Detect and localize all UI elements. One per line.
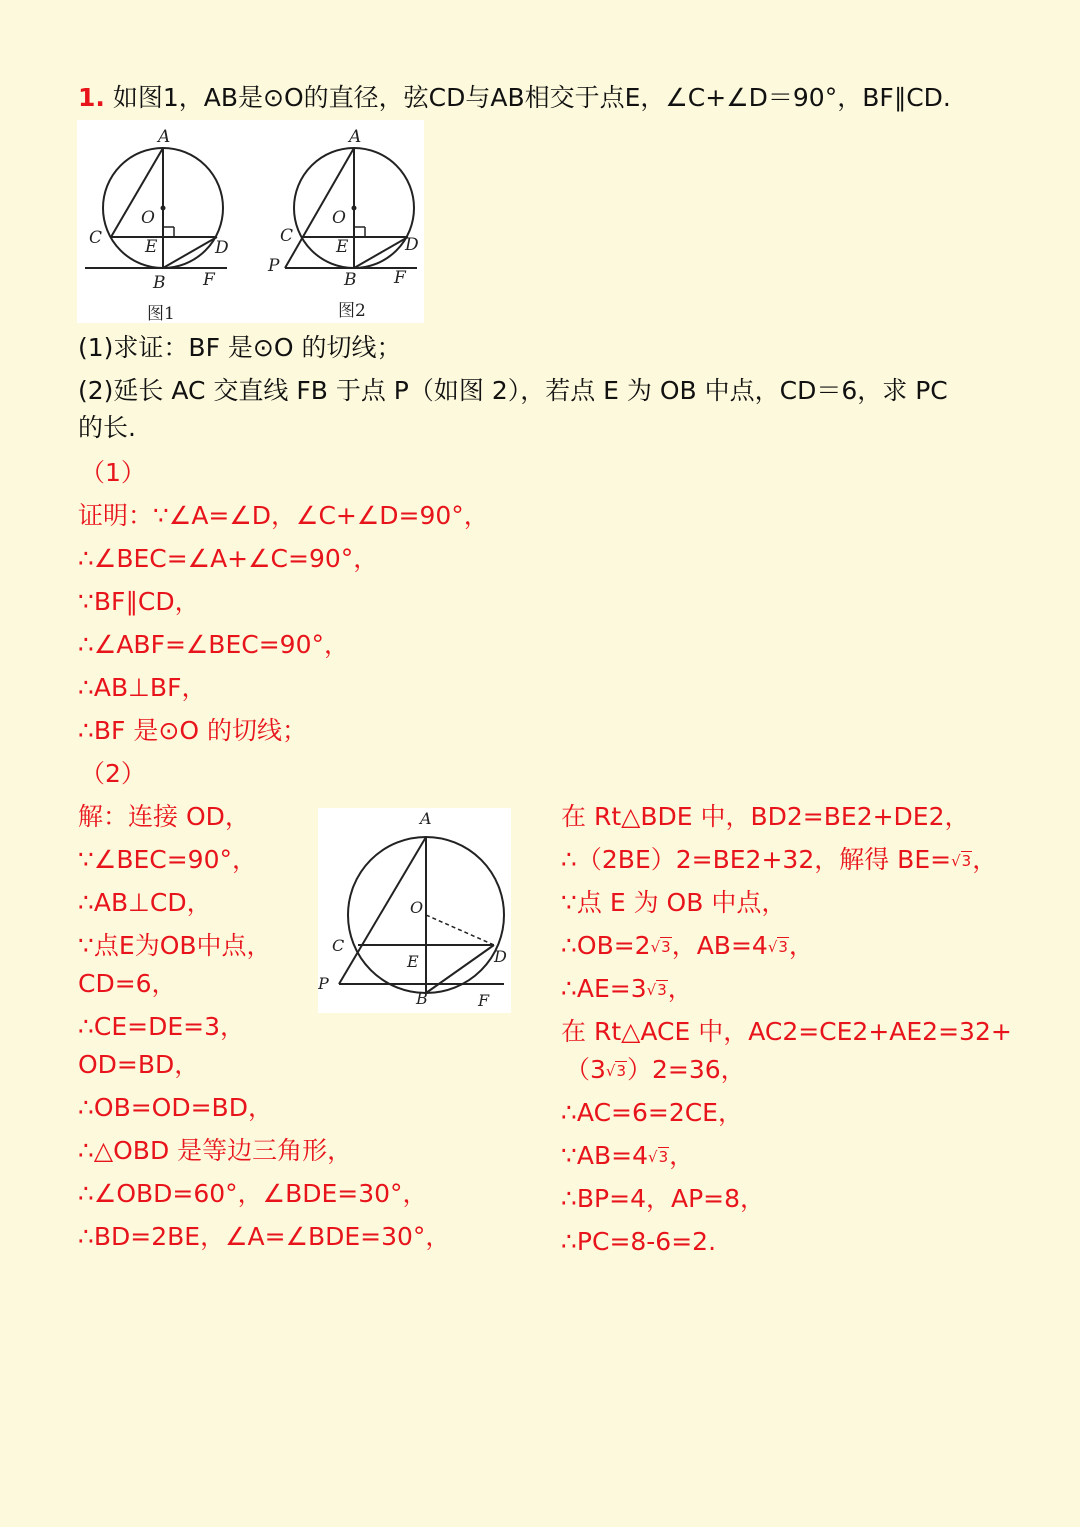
right-4-a: ∴OB=2 xyxy=(561,931,651,960)
sqrt-3: √3 xyxy=(646,981,667,999)
fig2-label-F: F xyxy=(394,268,406,288)
right-5-a: ∴AE=3 xyxy=(561,974,647,1003)
fig3-label-A: A xyxy=(420,809,432,828)
solution2-right-8: ∴AC=6=2CE， xyxy=(561,1098,743,1127)
fig3-label-P: P xyxy=(318,974,329,993)
fig3-label-D: D xyxy=(494,947,507,966)
solution2-right-3: ∵点 E 为 OB 中点， xyxy=(561,888,787,917)
solution2-heading: （2） xyxy=(80,759,146,788)
solution1-line-4: ∴∠ABF=∠BEC=90°， xyxy=(78,630,349,659)
fig1-label-E: E xyxy=(145,237,158,257)
solution1-line-2: ∴∠BEC=∠A+∠C=90°， xyxy=(78,544,379,573)
fig2-caption: 图2 xyxy=(338,301,366,321)
solution2-right-4 xyxy=(561,928,814,967)
right-4-c: ， xyxy=(788,931,814,960)
question-part2-line1: (2)延长 AC 交直线 FB 于点 P（如图 2），若点 E 为 OB 中点，CD＝6，求 PC xyxy=(78,376,948,405)
problem-text: 如图1，AB是⊙O的直径，弦CD与AB相交于点E，∠C+∠D＝90°，BF∥CD. xyxy=(112,83,951,112)
solution2-left-7: OD=BD， xyxy=(78,1050,200,1079)
solution2-right-5 xyxy=(561,971,693,1010)
fig1-caption: 图1 xyxy=(147,304,175,323)
sqrt-3: √3 xyxy=(650,938,671,956)
fig2-label-P: P xyxy=(268,256,280,276)
question-part2-line2: 的长. xyxy=(78,413,136,442)
question-part1: (1)求证：BF 是⊙O 的切线； xyxy=(78,333,402,362)
solution2-right-7 xyxy=(565,1052,746,1091)
solution2-left-3: ∴AB⊥CD， xyxy=(78,888,212,917)
sqrt-3: √3 xyxy=(951,852,972,870)
right-9-b: ， xyxy=(669,1141,695,1170)
fig2-label-D: D xyxy=(405,235,419,255)
right-5-b: ， xyxy=(667,974,693,1003)
figure-2-diagram xyxy=(285,148,417,268)
solution1-line-3: ∵BF∥CD， xyxy=(78,587,200,616)
fig3-label-O: O xyxy=(410,898,424,917)
figure-3 xyxy=(318,808,511,1013)
fig3-label-C: C xyxy=(332,936,345,955)
solution1-line-1: 证明：∵∠A=∠D，∠C+∠D=90°， xyxy=(78,501,489,530)
solution1-line-6: ∴BF 是⊙O 的切线； xyxy=(78,716,307,745)
solution2-left-4: ∵点E为OB中点， xyxy=(78,931,272,960)
problem-statement xyxy=(78,80,951,116)
right-2-text: ∴（2BE）2=BE2+32，解得 BE= xyxy=(561,845,952,874)
fig1-label-B: B xyxy=(153,273,166,293)
fig2-label-A: A xyxy=(349,127,362,147)
solution2-left-11: ∴BD=2BE，∠A=∠BDE=30°， xyxy=(78,1222,451,1251)
fig3-label-F: F xyxy=(478,991,490,1010)
sqrt-3: √3 xyxy=(648,1148,669,1166)
fig3-label-E: E xyxy=(407,952,419,971)
right-4-b: ，AB=4 xyxy=(671,931,768,960)
solution1-line-5: ∴AB⊥BF， xyxy=(78,673,207,702)
solution2-left-8: ∴OB=OD=BD， xyxy=(78,1093,273,1122)
fig3-label-B: B xyxy=(416,989,428,1008)
solution2-left-6: ∴CE=DE=3， xyxy=(78,1012,246,1041)
fig2-label-C: C xyxy=(280,226,294,246)
figure-1-2 xyxy=(77,120,424,323)
solution2-left-5: CD=6， xyxy=(78,969,177,998)
solution2-left-1: 解：连接 OD， xyxy=(78,802,250,831)
problem-number: 1. xyxy=(78,83,105,112)
solution1-heading: （1） xyxy=(80,458,146,487)
fig1-label-O: O xyxy=(141,208,155,228)
right-7-a: （3 xyxy=(565,1055,606,1084)
solution2-right-11: ∴PC=8-6=2. xyxy=(561,1227,717,1256)
solution2-left-9: ∴△OBD 是等边三角形， xyxy=(78,1136,353,1165)
solution2-right-6: 在 Rt△ACE 中，AC2=CE2+AE2=32+ xyxy=(561,1017,1012,1046)
solution2-right-1: 在 Rt△BDE 中，BD2=BE2+DE2， xyxy=(561,802,970,831)
solution2-left-2: ∵∠BEC=90°， xyxy=(78,845,257,874)
fig2-label-E: E xyxy=(336,237,349,257)
fig1-label-C: C xyxy=(89,228,103,248)
fig1-label-D: D xyxy=(215,238,229,258)
solution2-right-9 xyxy=(561,1138,694,1177)
fig2-label-O: O xyxy=(332,208,346,228)
solution2-left-10: ∴∠OBD=60°，∠BDE=30°， xyxy=(78,1179,428,1208)
solution2-right-10: ∴BP=4，AP=8， xyxy=(561,1184,766,1213)
right-9-a: ∵AB=4 xyxy=(561,1141,649,1170)
fig1-label-F: F xyxy=(203,270,215,290)
sqrt-3: √3 xyxy=(767,938,788,956)
sqrt-3: √3 xyxy=(605,1062,627,1080)
fig2-label-B: B xyxy=(344,270,357,290)
fig1-label-A: A xyxy=(158,127,171,147)
right-7-b: ）2=36， xyxy=(627,1055,746,1084)
right-2-tail: ， xyxy=(972,845,998,874)
solution2-right-2 xyxy=(561,842,997,881)
